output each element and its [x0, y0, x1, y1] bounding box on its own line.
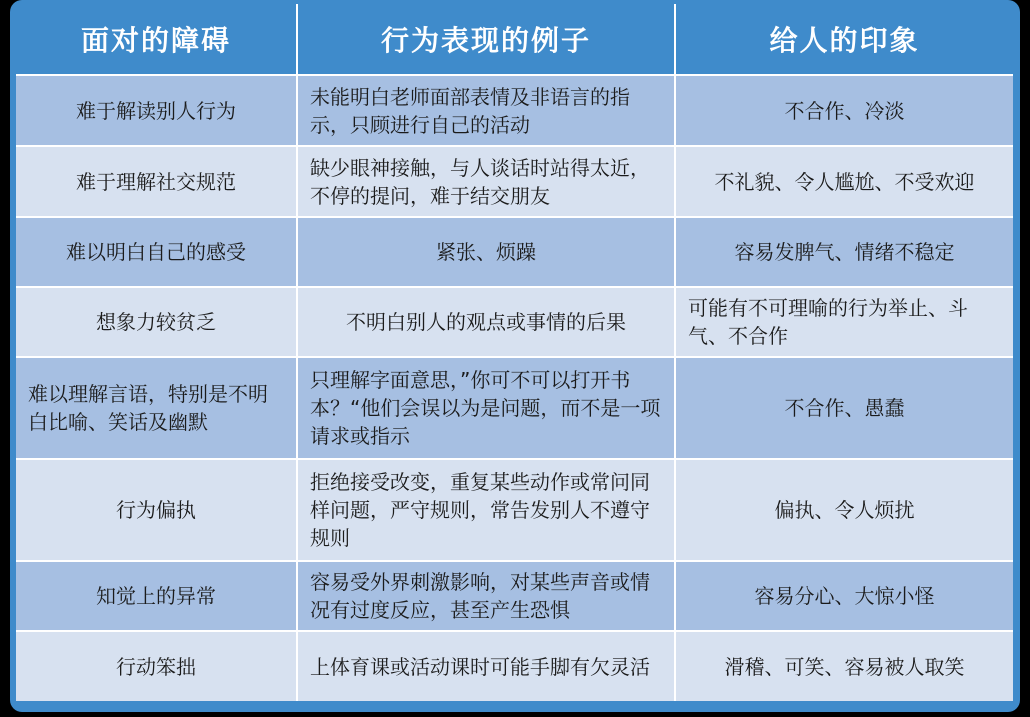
obstacle-cell: 行为偏执 [16, 459, 297, 561]
table-row [16, 287, 1013, 357]
obstacle-cell: 难以理解言语，特别是不明白比喻、笑话及幽默 [16, 357, 297, 459]
behavior-cell: 不明白别人的观点或事情的后果 [297, 287, 675, 357]
obstacle-cell: 行动笨拙 [16, 631, 297, 701]
impression-cell: 可能有不可理喻的行为举止、斗气、不合作 [675, 287, 1013, 357]
impression-cell: 不合作、冷淡 [675, 75, 1013, 146]
header-obstacle: 面对的障碍 [80, 24, 231, 57]
table-row [16, 459, 1013, 561]
table-row [16, 357, 1013, 459]
table-frame [10, 0, 1020, 712]
impression-cell: 偏执、令人烦扰 [675, 459, 1013, 561]
header-behavior-example: 行为表现的例子 [297, 4, 675, 75]
behavior-cell: 未能明白老师面部表情及非语言的指示，只顾进行自己的活动 [297, 75, 675, 146]
behavior-cell: 紧张、烦躁 [297, 217, 675, 287]
table-row [16, 561, 1013, 631]
behavior-cell: 容易受外界刺激影响，对某些声音或情况有过度反应，甚至产生恐惧 [297, 561, 675, 631]
table-row [16, 631, 1013, 701]
table-row [16, 75, 1013, 146]
behavior-cell: 上体育课或活动课时可能手脚有欠灵活 [297, 631, 675, 701]
impression-cell: 不礼貌、令人尴尬、不受欢迎 [675, 146, 1013, 217]
table-row [16, 217, 1013, 287]
obstacle-cell: 想象力较贫乏 [16, 287, 297, 357]
impression-cell: 容易分心、大惊小怪 [675, 561, 1013, 631]
impression-cell: 不合作、愚蠢 [675, 357, 1013, 459]
behavior-cell: 只理解字面意思，”你可不可以打开书本？“他们会误以为是问题，而不是一项请求或指示 [297, 357, 675, 459]
behavior-cell: 拒绝接受改变，重复某些动作或常问同样问题，严守规则，常告发别人不遵守规则 [297, 459, 675, 561]
header-row [16, 4, 1013, 75]
header-impression: 给人的印象 [675, 4, 1013, 75]
obstacle-cell: 知觉上的异常 [16, 561, 297, 631]
obstacle-cell: 难于理解社交规范 [16, 146, 297, 217]
comparison-table [16, 4, 1013, 701]
impression-cell: 滑稽、可笑、容易被人取笑 [675, 631, 1013, 701]
behavior-cell: 缺少眼神接触，与人谈话时站得太近，不停的提问，难于结交朋友 [297, 146, 675, 217]
obstacle-cell: 难以明白自己的感受 [16, 217, 297, 287]
table-row [16, 146, 1013, 217]
obstacle-cell: 难于解读别人行为 [16, 75, 297, 146]
impression-cell: 容易发脾气、情绪不稳定 [675, 217, 1013, 287]
